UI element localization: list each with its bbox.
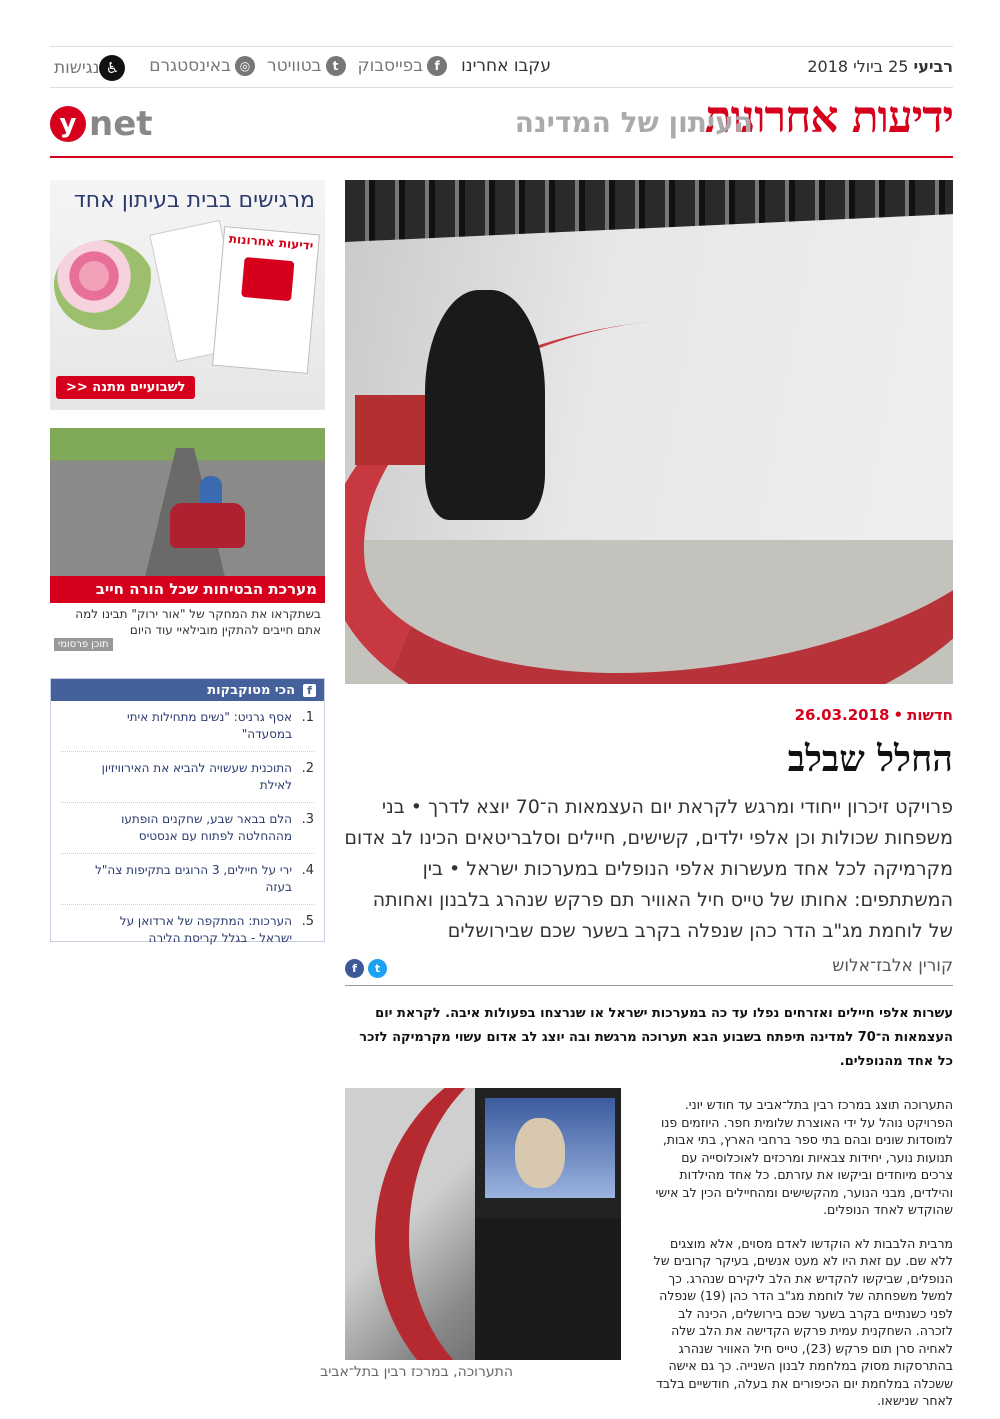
list-item[interactable]: [61, 905, 314, 955]
photo-child: [200, 476, 222, 506]
exhibition-screen-face: [515, 1118, 565, 1188]
slogan: העיתון של המדינה: [514, 106, 753, 139]
sponsored-text: בשתקראו את המחקר של "אור ירוק" תבינו למה אתם חייבים להתקין מובילאיי עוד היום: [75, 607, 321, 637]
item-title[interactable]: הערכות: המתקפה של ארדואן על ישראל - בגלל קריסת הלירה: [119, 914, 292, 945]
twitter-icon: t: [326, 56, 346, 76]
ynet-logo[interactable]: [50, 104, 153, 144]
photo-toy-car: [170, 503, 245, 548]
item-number: 3.: [301, 812, 314, 827]
most-commented-box: [50, 678, 325, 945]
body-paragraph: התערוכה תוצג במרכז רבין בתל־אביב עד חודש יוני. הפרויקט נוהל על ידי האוצרת שלומית חפר. היוזמים פנו למוסדות שונים ובהם בתי ספר ברחבי הארץ, בתי אבות, תנועות נוער, יחידות צבאיות ומרכזים לאוכלוסייה עם צרכים מיוחדים וביקשו את עזרתם. כל אחד מהילדות והילדים, מבני הנוער, מהקשישים ומהחיילים הכין לב אישי שהוקדש לאחד הנופלים.: [655, 1097, 953, 1217]
subscription-ad[interactable]: [50, 180, 325, 410]
twitter-share-icon[interactable]: t: [368, 959, 387, 978]
ad-cta-button[interactable]: לשבועיים מתנה <<: [56, 376, 195, 399]
facebook-label: בפייסבוק: [357, 56, 424, 76]
hero-person: [425, 290, 545, 520]
most-commented-header: [51, 679, 324, 701]
ynet-net-text: net: [89, 104, 153, 144]
current-date: [807, 57, 953, 76]
most-commented-title: הכי מטוקבקות: [207, 682, 295, 698]
newspaper-image: [212, 226, 320, 374]
instagram-link[interactable]: [149, 56, 255, 76]
item-number: 2.: [301, 761, 314, 776]
date-text: 25 ביולי 2018: [807, 57, 909, 76]
body-paragraph: מרבית הלבבות לא הוקדשו לאדם מסוים, אלא מוצגים ללא שם. עם זאת היו לא מעט אנשים, בעיקר קרובים של הנופלים, שביקשו להקדיש את הלב ליקירם שנהרג. כך למשל משפחתה של לוחמת מג"ב הדר כהן (19) שנפלה לפני כשנתיים בקרב בשער שכם בירושלים, הכינה לב לזכרה. השחקנית עמית פרקש הקדישה את הלב שלה לאחיה סרן תום פרקש (23), טייס חיל האוויר שנהרג בהתרסקות מסוק במלחמת לבנון השנייה. כך גם אישה ששכלה במלחמת יום הכיפורים את בעלה, חודשיים בלבד לאחר שנישאו.: [653, 1235, 953, 1408]
list-item[interactable]: [61, 752, 314, 803]
article-meta: [795, 706, 953, 724]
accessibility-link[interactable]: [54, 55, 135, 81]
accessibility-label: נגישות: [54, 58, 100, 78]
sponsored-content[interactable]: [50, 428, 325, 658]
ad-headline: מרגישים בבית בעיתון אחד: [73, 188, 315, 213]
list-item[interactable]: [61, 701, 314, 752]
article-subtitle: פרויקט זיכרון ייחודי ומרגש לקראת יום העצמאות ה־70 יוצא לדרך • בני משפחות שכולות וכן אלפי ילדים, קשישים, חיילים וסלבריטאים הכינו לב אדום מקרמיקה לכל אחד מעשרות אלפי הנופלים במערכות ישראל • בין המשתתפים: אחותו של טייס חיל האוויר תם פרקש שנהרג בלבנון ואחותה של לוחמת מג"ב הדר כהן שנפלה בקרב בשער שכם שבירושלים: [344, 796, 953, 942]
newspaper-image-badge: [241, 257, 294, 301]
item-title[interactable]: אסף גרניט: "נשים מתחילות איתי במסעדה": [126, 710, 292, 741]
sponsored-photo: [50, 428, 325, 576]
article-body: [653, 1096, 953, 1419]
day-name: רביעי: [913, 57, 953, 76]
facebook-link[interactable]: [358, 56, 448, 76]
exhibition-screen: [475, 1088, 621, 1218]
author-bar: [345, 950, 953, 986]
exhibition-pillar: [475, 1218, 621, 1360]
instagram-label: באינסטגרם: [149, 56, 231, 76]
twitter-label: בטוויטר: [266, 56, 322, 76]
author-name: קורין אלבז־אלוש: [832, 956, 953, 976]
most-commented-list: [51, 701, 324, 955]
list-item[interactable]: [61, 854, 314, 905]
list-item[interactable]: [61, 803, 314, 854]
newspaper-logo[interactable]: ידיעות אחרונות: [704, 92, 953, 143]
item-number: 1.: [301, 710, 314, 725]
follow-label: עקבו אחרינו: [461, 56, 551, 76]
social-links: [137, 56, 551, 76]
item-title[interactable]: הלם בבאר שבע, שחקנים הופתעו מההחלטה לפתוח עם אנסטיס: [121, 812, 292, 843]
top-bar: [50, 46, 953, 88]
item-title[interactable]: התוכנית שעשויה להביא את האירוויזיון לאילת: [101, 761, 292, 792]
sponsored-tag: תוכן פרסומי: [54, 638, 113, 651]
masthead: [50, 92, 953, 158]
facebook-icon: f: [427, 56, 447, 76]
facebook-share-icon[interactable]: f: [345, 959, 364, 978]
ynet-y-icon: y: [50, 106, 86, 142]
newspaper-image-title: ידיעות אחרונות: [228, 231, 314, 253]
article-lead: עשרות אלפי חיילים ואזרחים נפלו עד כה במערכות ישראל או שנרצחו בפעולות איבה. לקראת יום העצמאות ה־70 למדינה תיפתח בשבוע הבא תערוכה מרגשת ובה יוצג לב אדום עשוי מקרמיקה לזכר כל אחד מהנופלים.: [359, 1006, 953, 1069]
twitter-link[interactable]: [267, 56, 346, 76]
share-buttons: [345, 959, 387, 978]
sponsored-title[interactable]: מערכת הבטיחות שכל הורה חייב: [50, 576, 325, 603]
exhibition-image: [345, 1088, 621, 1360]
article-headline: החלל שבלב: [787, 738, 953, 780]
flowers-image: [54, 240, 154, 330]
image-caption: התערוכה, במרכז רבין בתל־אביב: [320, 1364, 513, 1380]
item-title[interactable]: ירי על חיילים, 3 הרוגים בתקיפות צה"ל בעזה: [95, 863, 292, 894]
item-number: 4.: [301, 863, 314, 878]
article-hero-image: [345, 180, 953, 684]
instagram-icon: ◎: [235, 56, 255, 76]
meta-separator: •: [893, 706, 904, 724]
facebook-icon: f: [303, 684, 316, 697]
wheelchair-icon: ♿: [99, 55, 125, 81]
hero-box: [355, 395, 435, 465]
item-number: 5.: [301, 914, 314, 929]
article-category[interactable]: חדשות: [907, 706, 953, 724]
article-date: 26.03.2018: [794, 706, 890, 724]
